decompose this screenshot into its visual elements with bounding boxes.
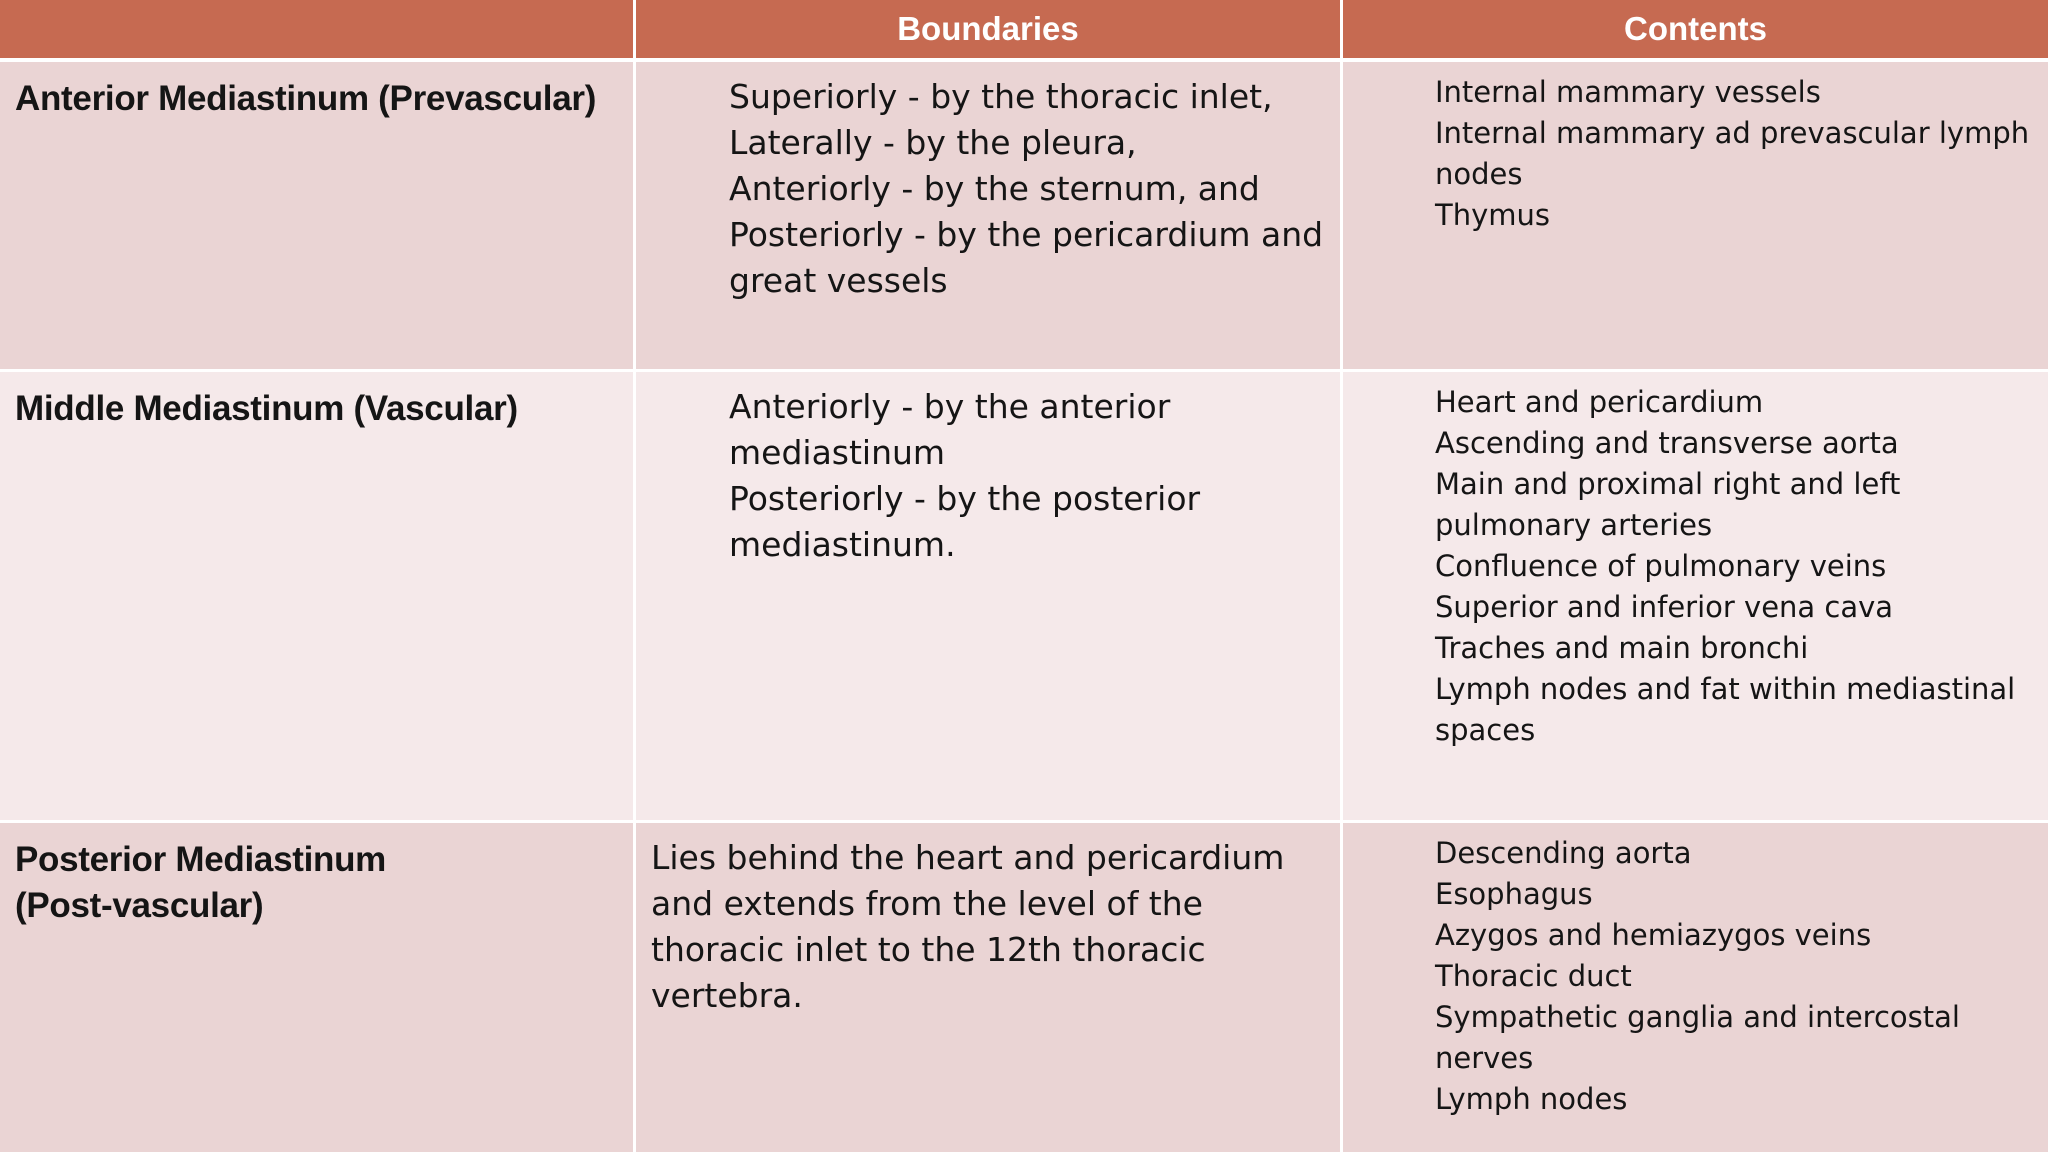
boundaries-text (636, 372, 1340, 568)
boundaries-text (636, 62, 1340, 304)
header-cell-empty (0, 0, 636, 62)
contents-item: pulmonary arteries (1435, 508, 1713, 542)
contents-cell-posterior (1343, 823, 2048, 1152)
contents-list (1343, 62, 2048, 236)
boundaries-line: Lies behind the heart and pericardium (651, 838, 1285, 877)
contents-item: spaces (1435, 713, 1536, 747)
row-label-anterior (0, 62, 636, 372)
row-label-posterior (0, 823, 636, 1152)
contents-item: Esophagus (1435, 877, 1593, 911)
boundaries-line: mediastinum. (729, 525, 956, 564)
boundaries-line: Superiorly - by the thoracic inlet, (729, 77, 1273, 116)
row-label-text (0, 823, 633, 929)
contents-item: Lymph nodes and fat within mediastinal (1435, 672, 2016, 706)
contents-item: Ascending and transverse aorta (1435, 426, 1899, 460)
row-label-text (0, 372, 633, 432)
row-label-line: Anterior Mediastinum (Prevascular) (15, 79, 597, 118)
boundaries-line: thoracic inlet to the 12th thoracic (651, 930, 1206, 969)
boundaries-line: Posteriorly - by the posterior (729, 479, 1201, 518)
boundaries-line: great vessels (729, 261, 948, 300)
contents-item: Azygos and hemiazygos veins (1435, 918, 1872, 952)
contents-cell-middle (1343, 372, 2048, 823)
contents-item: Traches and main bronchi (1435, 631, 1809, 665)
boundaries-line: Laterally - by the pleura, (729, 123, 1137, 162)
contents-item: Thymus (1435, 198, 1550, 232)
boundaries-line: Posteriorly - by the pericardium and (729, 215, 1324, 254)
boundaries-line: Anteriorly - by the sternum, and (729, 169, 1260, 208)
boundaries-line: Anteriorly - by the anterior (729, 387, 1171, 426)
contents-item: Lymph nodes (1435, 1082, 1628, 1116)
boundaries-cell-middle (636, 372, 1343, 823)
boundaries-line: and extends from the level of the (651, 884, 1203, 923)
contents-item: Confluence of pulmonary veins (1435, 549, 1887, 583)
row-label-middle (0, 372, 636, 823)
boundaries-text (636, 823, 1340, 1019)
contents-list (1343, 823, 2048, 1120)
boundaries-line: mediastinum (729, 433, 946, 472)
row-label-line: Middle Mediastinum (Vascular) (15, 389, 518, 428)
contents-item: Internal mammary vessels (1435, 75, 1821, 109)
contents-item: Sympathetic ganglia and intercostal (1435, 1000, 1960, 1034)
row-label-line: (Post-vascular) (15, 886, 264, 925)
row-label-text (0, 62, 633, 122)
boundaries-cell-anterior (636, 62, 1343, 372)
contents-item: Superior and inferior vena cava (1435, 590, 1894, 624)
row-label-line: Posterior Mediastinum (15, 840, 386, 879)
contents-item: nodes (1435, 157, 1523, 191)
boundaries-cell-posterior (636, 823, 1343, 1152)
header-cell-boundaries: Boundaries (636, 0, 1343, 62)
contents-list (1343, 372, 2048, 751)
contents-item: Descending aorta (1435, 836, 1692, 870)
contents-item: nerves (1435, 1041, 1534, 1075)
contents-cell-anterior (1343, 62, 2048, 372)
contents-item: Internal mammary ad prevascular lymph (1435, 116, 2030, 150)
header-cell-contents: Contents (1343, 0, 2048, 62)
contents-item: Main and proximal right and left (1435, 467, 1901, 501)
contents-item: Heart and pericardium (1435, 385, 1764, 419)
contents-item: Thoracic duct (1435, 959, 1632, 993)
boundaries-line: vertebra. (651, 976, 803, 1015)
